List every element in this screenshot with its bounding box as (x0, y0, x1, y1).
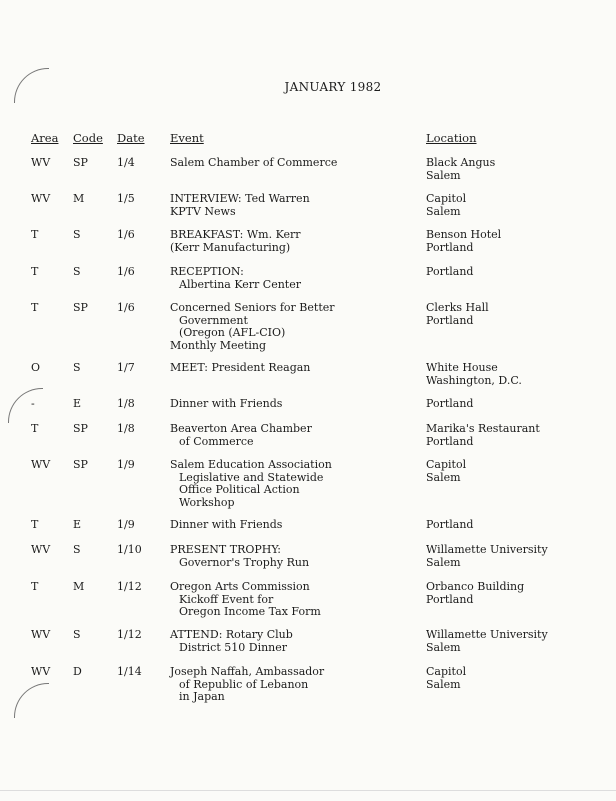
header-date: Date (117, 131, 145, 145)
location-line: Portland (426, 240, 474, 254)
area-cell: T (31, 265, 39, 278)
location-line: Black Angus (426, 156, 496, 169)
event-cell (170, 362, 310, 375)
location-line: Portland (426, 397, 474, 410)
code-cell: SP (73, 156, 88, 169)
location-cell (426, 459, 466, 484)
location-line: Portland (426, 434, 474, 448)
location-cell (426, 398, 473, 411)
event-line: Salem Chamber of Commerce (170, 156, 338, 169)
location-line: Salem (426, 677, 461, 691)
location-cell (426, 266, 473, 279)
date-cell: 1/14 (117, 665, 142, 678)
location-line: Washington, D.C. (426, 373, 522, 387)
area-cell: WV (31, 458, 51, 471)
event-line: Governor's Trophy Run (179, 555, 310, 569)
event-cell (170, 581, 321, 619)
event-line: in Japan (179, 690, 225, 703)
code-cell: S (73, 543, 81, 556)
area-cell: T (31, 518, 39, 531)
event-line: Workshop (179, 495, 235, 509)
event-cell (170, 398, 282, 411)
code-cell: S (73, 361, 81, 374)
location-line: Capitol (426, 192, 467, 205)
event-line: Kickoff Event for (179, 592, 274, 606)
area-cell: T (31, 228, 39, 241)
date-cell: 1/4 (117, 156, 135, 169)
event-line: (Oregon (AFL-CIO) (179, 326, 286, 339)
location-line: Portland (426, 592, 474, 606)
area-cell: WV (31, 628, 51, 641)
event-cell (170, 193, 310, 218)
event-line: Concerned Seniors for Better (170, 301, 335, 314)
date-cell: 1/8 (117, 397, 135, 410)
event-cell (170, 666, 324, 704)
area-cell: T (31, 301, 39, 314)
location-line: Capitol (426, 458, 467, 471)
location-line: Willamette University (426, 628, 548, 641)
header-area: Area (31, 131, 59, 145)
code-cell: E (73, 518, 82, 531)
code-cell: S (73, 265, 81, 278)
event-line: Salem Education Association (170, 458, 332, 471)
location-cell (426, 666, 466, 691)
code-cell: SP (73, 458, 88, 471)
event-line: Oregon Arts Commission (170, 580, 310, 593)
header-location: Location (426, 131, 477, 145)
event-line: INTERVIEW: Ted Warren (170, 192, 310, 205)
location-line: Orbanco Building (426, 580, 525, 593)
event-line: PRESENT TROPHY: (170, 543, 281, 556)
location-line: Salem (426, 555, 461, 569)
location-cell (426, 193, 466, 218)
binder-hole-bottom (14, 683, 49, 718)
event-line: Dinner with Friends (170, 397, 283, 410)
code-cell: S (73, 628, 81, 641)
location-line: Willamette University (426, 543, 548, 556)
location-cell (426, 544, 548, 569)
date-cell: 1/12 (117, 580, 142, 593)
area-cell: WV (31, 543, 51, 556)
event-line: RECEPTION: (170, 265, 244, 278)
event-line: Legislative and Statewide (179, 470, 324, 484)
date-cell: 1/9 (117, 518, 135, 531)
date-cell: 1/5 (117, 192, 135, 205)
location-line: Clerks Hall (426, 301, 489, 314)
location-cell (426, 423, 540, 448)
event-line: MEET: President Reagan (170, 361, 311, 374)
code-cell: M (73, 192, 85, 205)
event-cell (170, 459, 332, 509)
location-line: Salem (426, 640, 461, 654)
event-line: Monthly Meeting (170, 338, 267, 352)
event-cell (170, 629, 293, 654)
event-line: Oregon Income Tax Form (179, 605, 321, 618)
location-line: Benson Hotel (426, 228, 502, 241)
location-line: Marika's Restaurant (426, 422, 540, 435)
location-line: Portland (426, 313, 474, 327)
code-cell: SP (73, 301, 88, 314)
code-cell: SP (73, 422, 88, 435)
event-line: BREAKFAST: Wm. Kerr (170, 228, 301, 241)
area-cell: O (31, 361, 41, 374)
location-line: Capitol (426, 665, 467, 678)
date-cell: 1/7 (117, 361, 135, 374)
date-cell: 1/6 (117, 228, 135, 241)
code-cell: M (73, 580, 85, 593)
location-cell (426, 157, 495, 182)
code-cell: D (73, 665, 82, 678)
location-cell (426, 629, 548, 654)
event-line: Joseph Naffah, Ambassador (170, 665, 325, 678)
area-cell: T (31, 422, 39, 435)
date-cell: 1/6 (117, 265, 135, 278)
location-line: Salem (426, 168, 461, 182)
location-line: Portland (426, 265, 474, 278)
location-cell (426, 519, 473, 532)
location-line: Salem (426, 470, 461, 484)
event-line: Office Political Action (179, 483, 300, 496)
event-line: Dinner with Friends (170, 518, 283, 531)
code-cell: S (73, 228, 81, 241)
area-cell: T (31, 580, 39, 593)
event-line: Government (179, 313, 248, 327)
event-line: ATTEND: Rotary Club (170, 628, 293, 641)
event-line: of Republic of Lebanon (179, 677, 309, 691)
area-cell: - (31, 397, 35, 410)
event-line: KPTV News (170, 204, 236, 218)
location-line: Portland (426, 518, 474, 531)
event-cell (170, 157, 337, 170)
location-cell (426, 302, 489, 327)
header-code: Code (73, 131, 103, 145)
code-cell: E (73, 397, 82, 410)
event-line: (Kerr Manufacturing) (170, 240, 291, 254)
location-cell (426, 581, 524, 606)
event-cell (170, 423, 312, 448)
event-line: of Commerce (179, 434, 254, 448)
event-cell (170, 544, 309, 569)
event-cell (170, 229, 301, 254)
date-cell: 1/12 (117, 628, 142, 641)
location-cell (426, 229, 501, 254)
page-title: JANUARY 1982 (284, 80, 382, 94)
event-cell (170, 519, 282, 532)
area-cell: WV (31, 156, 51, 169)
page-edge (0, 790, 616, 801)
area-cell: WV (31, 192, 51, 205)
location-line: Salem (426, 204, 461, 218)
date-cell: 1/9 (117, 458, 135, 471)
date-cell: 1/10 (117, 543, 142, 556)
event-line: Albertina Kerr Center (179, 277, 301, 291)
event-cell (170, 266, 301, 291)
location-line: White House (426, 361, 498, 374)
date-cell: 1/6 (117, 301, 135, 314)
event-cell (170, 302, 335, 352)
header-event: Event (170, 131, 204, 145)
location-cell (426, 362, 522, 387)
area-cell: WV (31, 665, 51, 678)
date-cell: 1/8 (117, 422, 135, 435)
event-line: Beaverton Area Chamber (170, 422, 312, 435)
binder-hole-middle (8, 388, 43, 423)
event-line: District 510 Dinner (179, 640, 288, 654)
